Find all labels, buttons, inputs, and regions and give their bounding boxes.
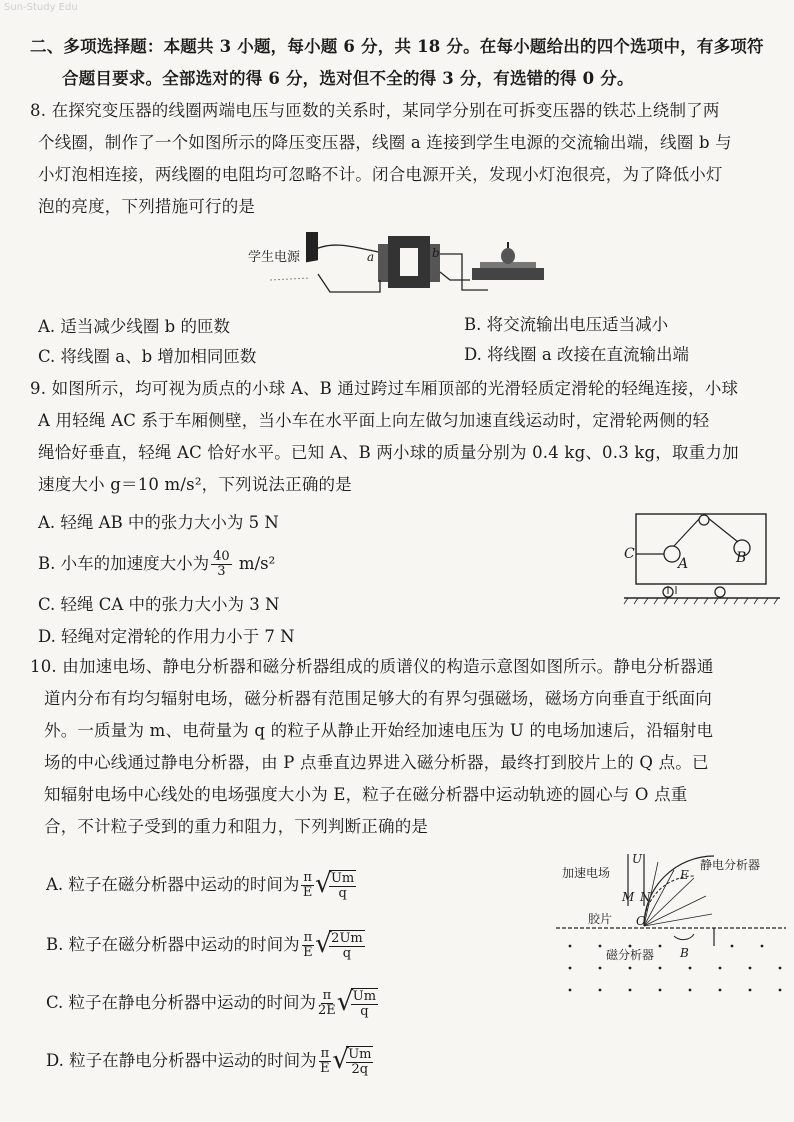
q9-option-b-numerator: 40 xyxy=(213,549,230,564)
section-header-line1: 二、多项选择题：本题共 3 小题，每小题 6 分，共 18 分。在每小题给出的四个选项中，有多项符 xyxy=(30,37,764,56)
q10-line2: 道内分布有均匀辐射电场，磁分析器有范围足够大的有界匀强磁场，磁场方向垂直于纸面向 xyxy=(44,689,712,708)
q9-line3: 绳恰好垂直，轻绳 AC 恰好水平。已知 A、B 两小球的质量分别为 0.4 kg、0.3 kg，取重力加 xyxy=(38,443,739,462)
q10-option-b-sqrt-num: √ 2Um xyxy=(331,931,363,946)
q10-line4: 场的中心线通过静电分析器，由 P 点垂直边界进入磁分析器，最终打到胶片上的 Q 点。已 xyxy=(44,753,709,772)
q9-cart-figure xyxy=(622,508,782,608)
q10-option-b-coef xyxy=(302,931,315,960)
q8-transformer-figure xyxy=(240,232,570,302)
q10-option-b-text: B. 粒子在磁分析器中运动的时间为 xyxy=(46,935,300,954)
q10-line6: 合，不计粒子受到的重力和阻力，下列判断正确的是 xyxy=(44,817,429,836)
q10-line1: 10. 由加速电场、静电分析器和磁分析器组成的质谱仪的构造示意图如图所示。静电分析器通 xyxy=(30,657,714,676)
q8-line2: 个线圈，制作了一个如图所示的降压变压器，线圈 a 连接到学生电源的交流输出端，线圈 b 与 xyxy=(38,133,732,152)
q8-option-c[interactable]: C. 将线圈 a、b 增加相同匝数 xyxy=(38,347,257,366)
q10-option-d-coef-den: E xyxy=(320,1061,330,1076)
q10-option-a-text: A. 粒子在磁分析器中运动的时间为 xyxy=(46,875,300,894)
q10-option-b[interactable] xyxy=(46,930,367,961)
q8-option-d[interactable]: D. 将线圈 a 改接在直流输出端 xyxy=(464,345,689,364)
q8-option-a[interactable]: A. 适当减少线圈 b 的匝数 xyxy=(38,317,230,336)
q10-option-b-coef-num: π xyxy=(303,930,313,945)
q9-line1: 9. 如图所示，均可视为质点的小球 A、B 通过跨过车厢顶部的光滑轻质定滑轮的轻绳连接，小球 xyxy=(30,379,739,398)
q10-option-c-sqrt-den: q xyxy=(360,1004,369,1019)
q8-line4: 泡的亮度，下列措施可行的是 xyxy=(38,197,256,216)
q9-option-a[interactable]: A. 轻绳 AB 中的张力大小为 5 N xyxy=(38,513,279,532)
q10-option-b-coef-den: E xyxy=(303,945,313,960)
watermark: Sun-Study Edu xyxy=(4,2,78,13)
q10-option-a-sqrt xyxy=(317,870,358,901)
q10-option-c-coef-den: 2E xyxy=(318,1003,336,1018)
q10-option-a-sqrt-den: q xyxy=(338,886,347,901)
q10-fig-label-u: U xyxy=(632,852,643,866)
q9-option-b-prefix: B. 小车的加速度大小为 xyxy=(38,554,210,573)
q10-option-a-coef-num: π xyxy=(303,870,312,885)
q10-option-d-coef-num: π xyxy=(320,1046,330,1061)
q10-line3: 外。一质量为 m、电荷量为 q 的粒子从静止开始经加速电压为 U 的电场加速后，沿辐射电 xyxy=(44,721,714,740)
q10-fig-magnet-label: 磁分析器 xyxy=(606,948,655,962)
q10-option-b-sqrt-den: q xyxy=(342,946,352,961)
q8-power-label: 学生电源 xyxy=(248,250,301,265)
q10-fig-label-n: N xyxy=(640,890,651,904)
q9-fig-label-b: B xyxy=(736,550,747,566)
q10-option-d-sqrt-den: 2q xyxy=(351,1062,369,1077)
q9-option-b-unit: m/s² xyxy=(238,554,276,573)
q10-fig-label-m: M xyxy=(622,890,635,904)
q9-line2: A 用轻绳 AC 系于车厢侧壁，当小车在水平面上向左做匀加速直线运动时，定滑轮两侧的轻 xyxy=(38,411,710,430)
q10-fig-label-o: O xyxy=(636,914,646,928)
q10-option-a[interactable] xyxy=(46,870,358,901)
section-header-line2: 合题目要求。全部选对的得 6 分，选对但不全的得 3 分，有选错的得 0 分。 xyxy=(62,69,634,88)
q10-option-a-coef-den: E xyxy=(302,885,313,900)
q9-fig-label-a: A xyxy=(678,556,689,572)
q9-option-d[interactable]: D. 轻绳对定滑轮的作用力小于 7 N xyxy=(38,627,295,646)
q9-option-b-denominator: 3 xyxy=(217,564,226,579)
q10-option-d-text: D. 粒子在静电分析器中运动的时间为 xyxy=(46,1051,317,1070)
q10-option-a-coef xyxy=(301,871,314,900)
q9-option-b-fraction xyxy=(211,550,232,579)
q10-fig-label-e: E xyxy=(680,868,689,882)
q8-option-b[interactable]: B. 将交流输出电压适当减小 xyxy=(464,315,669,334)
q10-option-c-coef-num: π xyxy=(322,988,332,1003)
q9-option-b[interactable] xyxy=(38,550,275,579)
q9-line4: 速度大小 g＝10 m/s²，下列说法正确的是 xyxy=(38,475,352,494)
q10-fig-film-label: 胶片 xyxy=(588,912,613,926)
q10-option-d-sqrt xyxy=(334,1046,375,1077)
q8-coil-b-label: b xyxy=(432,246,440,260)
q10-option-c-text: C. 粒子在静电分析器中运动的时间为 xyxy=(46,993,317,1012)
q10-line5: 知辐射电场中心线处的电场强度大小为 E，粒子在磁分析器中运动轨迹的圆心与 O 点重 xyxy=(44,785,688,804)
q10-option-a-sqrt-num: √ Um xyxy=(330,871,355,886)
q10-fig-accel-label: 加速电场 xyxy=(562,866,611,880)
q9-option-c[interactable]: C. 轻绳 CA 中的张力大小为 3 N xyxy=(38,595,280,614)
q10-option-b-sqrt xyxy=(317,930,367,961)
q10-option-c-sqrt xyxy=(339,988,380,1019)
q10-option-d-sqrt-num: √ Um xyxy=(348,1047,372,1062)
q8-line1: 8. 在探究变压器的线圈两端电压与匝数的关系时，某同学分别在可拆变压器的铁芯上绕制了两 xyxy=(30,101,720,120)
q8-line3: 小灯泡相连接，两线圈的电阻均可忽略不计。闭合电源开关，发现小灯泡很亮，为了降低小灯 xyxy=(38,165,723,184)
q9-fig-label-c: C xyxy=(624,546,635,562)
q10-option-c[interactable] xyxy=(46,988,380,1019)
q10-option-d[interactable] xyxy=(46,1046,375,1077)
q8-coil-a-label: a xyxy=(367,250,375,264)
q10-option-d-coef xyxy=(319,1047,332,1076)
q10-option-c-coef xyxy=(318,989,336,1018)
q10-fig-esa-label: 静电分析器 xyxy=(700,858,761,872)
q10-fig-label-b: B xyxy=(680,946,689,960)
q10-option-c-sqrt-num: √ Um xyxy=(352,989,377,1004)
